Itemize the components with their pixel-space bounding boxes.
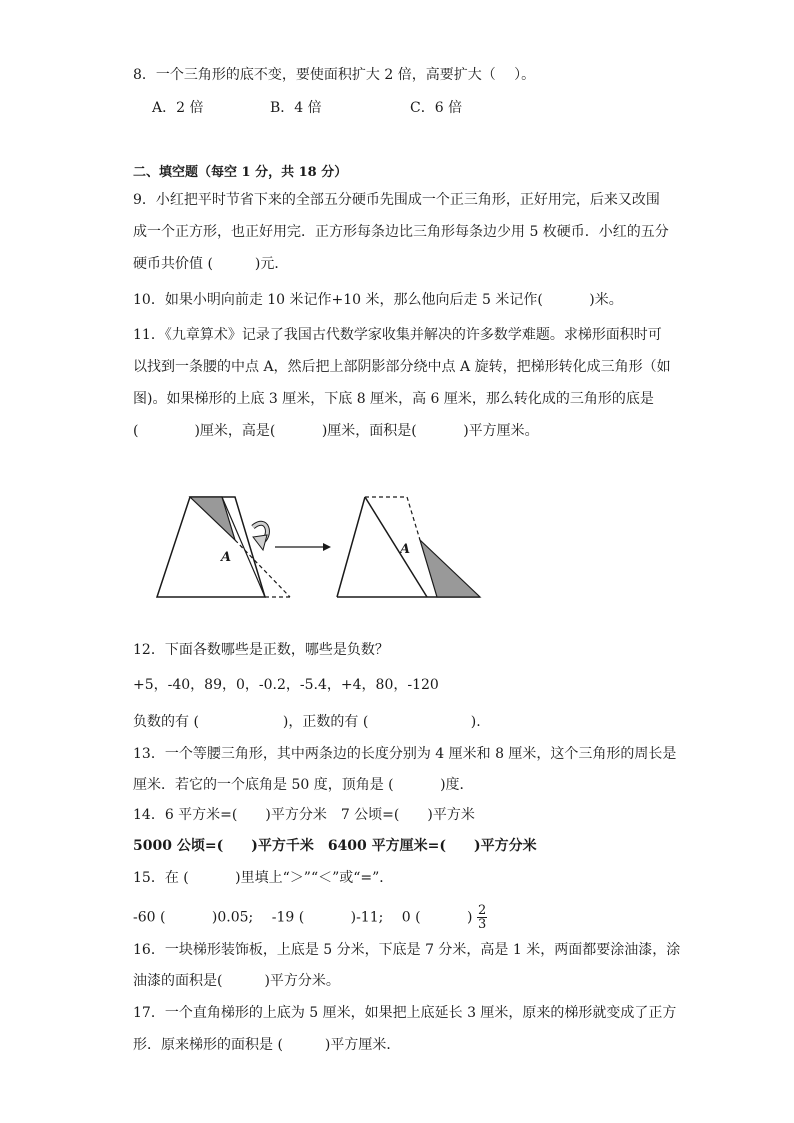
- q8-option-b[interactable]: B．4 倍: [270, 100, 322, 116]
- q17-line2: 形．原来梯形的面积是 ( )平方厘米．: [133, 1037, 401, 1053]
- fraction-two-thirds: [477, 904, 487, 931]
- q9-line3: 硬币共价值 ( )元．: [133, 256, 289, 272]
- label-a-left: A: [221, 550, 232, 565]
- q9-line1: 9．小红把平时节省下来的全部五分硬币先围成一个正三角形，正好用完，后来又改围: [133, 192, 660, 208]
- q15-line1: 15．在 ( )里填上“＞”“＜”或“=”．: [133, 870, 394, 886]
- fraction-numerator: 2: [477, 903, 487, 918]
- left-trapezoid: [157, 497, 290, 597]
- q15-comparisons: -60 ( )0.05; -19 ( )-11; 0 ( ): [133, 909, 473, 926]
- q8-option-c[interactable]: C．6 倍: [410, 100, 463, 116]
- q11-line2: 以找到一条腰的中点 A，然后把上部阴影部分绕中点 A 旋转，把梯形转化成三角形（如: [133, 359, 671, 375]
- q8-stem: 8．一个三角形的底不变，要使面积扩大 2 倍，高要扩大（ ）。: [133, 67, 536, 83]
- q11-line3: 图)。如果梯形的上底 3 厘米，下底 8 厘米，高 6 厘米，那么转化成的三角形的底是: [133, 391, 654, 407]
- q10-line1: 10．如果小明向前走 10 米记作+10 米，那么他向后走 5 米记作( )米。: [133, 292, 623, 308]
- q13-line1: 13．一个等腰三角形，其中两条边的长度分别为 4 厘米和 8 厘米，这个三角形的周长是: [133, 746, 677, 762]
- q12-line1: 12．下面各数哪些是正数，哪些是负数？: [133, 642, 389, 658]
- q11-line1: 11．《九章算术》记录了我国古代数学家收集并解决的许多数学难题。求梯形面积时可: [133, 327, 662, 343]
- q13-line2: 厘米．若它的一个底角是 50 度，顶角是 ( )度．: [133, 777, 474, 793]
- q16-line1: 16．一块梯形装饰板，上底是 5 分米，下底是 7 分米，高是 1 米，两面都要涂油漆，涂: [133, 942, 681, 958]
- transform-arrow-icon: [275, 543, 331, 551]
- rotate-arrow-icon: [253, 523, 267, 550]
- q14-line2: 5000 公顷=( )平方千米 6400 平方厘米=( )平方分米: [133, 838, 537, 854]
- q14-line1: 14．6 平方米=( )平方分米 7 公顷=( )平方米: [133, 807, 475, 823]
- q16-line2: 油漆的面积是( )平方分米。: [133, 973, 340, 989]
- section-title: 二、填空题（每空 1 分，共 18 分）: [133, 165, 348, 180]
- fraction-denominator: 3: [477, 917, 487, 932]
- q12-numbers: +5，-40，89，0，-0.2，-5.4，+4，80，-120: [133, 677, 439, 693]
- q11-line4: ( )厘米，高是( )厘米，面积是( )平方厘米。: [133, 423, 539, 439]
- q17-line1: 17．一个直角梯形的上底为 5 厘米，如果把上底延长 3 厘米，原来的梯形就变成了正方: [133, 1005, 677, 1021]
- q12-line3: 负数的有 ( )，正数的有 ( ).: [133, 714, 481, 730]
- label-a-right: A: [400, 542, 411, 557]
- q8-option-a[interactable]: A．2 倍: [152, 100, 204, 116]
- q9-line2: 成一个正方形，也正好用完．正方形每条边比三角形每条边少用 5 枚硬币．小红的五分: [133, 224, 669, 240]
- trapezoid-rotation-figure: [145, 485, 495, 605]
- q15-line2: [133, 904, 487, 931]
